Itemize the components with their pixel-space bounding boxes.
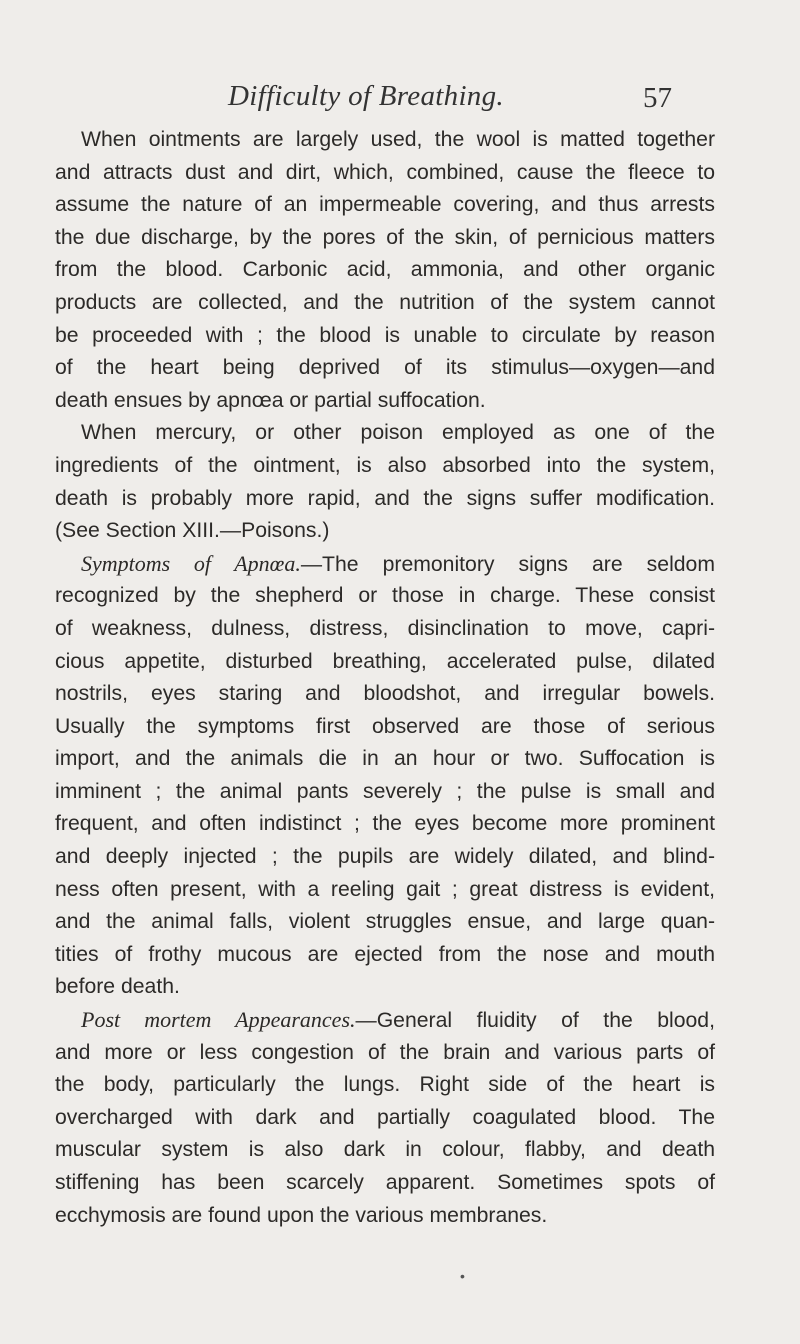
text-line: When ointments are largely used, the wool is matted together xyxy=(81,128,715,151)
text-line xyxy=(55,1004,715,1037)
paragraph-post-mortem xyxy=(55,1004,715,1232)
paragraph-mercury xyxy=(55,417,715,547)
text-line: death is probably more rapid, and the signs suffer modification. xyxy=(55,486,715,510)
section-heading-post-mortem: Post mortem Appearances. xyxy=(81,1007,356,1033)
page-number: 57 xyxy=(643,82,672,114)
running-head xyxy=(0,80,800,120)
text-line: be proceeded with ; the blood is unable to circulate by reason xyxy=(55,323,715,347)
text-line: imminent ; the animal pants severely ; the pulse is small and xyxy=(55,779,715,803)
text-line: nostrils, eyes staring and bloodshot, and irregular bowels. xyxy=(55,682,715,706)
section-heading-symptoms: Symptoms of Apnœa. xyxy=(81,550,301,576)
running-head-title: Difficulty of Breathing. xyxy=(228,80,504,112)
text-line: and deeply injected ; the pupils are widely dilated, and blind- xyxy=(55,845,715,869)
text-line: ingredients of the ointment, is also absorbed into the system, xyxy=(55,453,715,477)
text-line: of the heart being deprived of its stimulus—oxygen—and xyxy=(55,356,715,380)
text-line: (See Section XIII.—Poisons.) xyxy=(55,519,330,543)
text-line: the due discharge, by the pores of the skin, of pernicious matters xyxy=(55,225,715,249)
heading-continuation: —General fluidity of the blood, xyxy=(355,1009,715,1033)
text-line: cious appetite, disturbed breathing, accelerated pulse, dilated xyxy=(55,649,715,673)
heading-continuation: —The premonitory signs are seldom xyxy=(300,552,715,576)
text-line: frequent, and often indistinct ; the eyes become more prominent xyxy=(55,812,715,836)
text-line: assume the nature of an impermeable covering, and thus arrests xyxy=(55,193,715,217)
text-line: stiffening has been scarcely apparent. Sometimes spots of xyxy=(55,1171,715,1194)
paragraph-ointments xyxy=(55,124,715,417)
paragraph-symptoms xyxy=(55,548,715,1004)
text-line: ness often present, with a reeling gait ; great distress is evident, xyxy=(55,877,715,901)
text-line: of weakness, dulness, distress, disinclination to move, capri- xyxy=(55,616,715,640)
text-line: and attracts dust and dirt, which, combined, cause the fleece to xyxy=(55,160,715,184)
text-line: muscular system is also dark in colour, flabby, and death xyxy=(55,1138,715,1162)
footer-mark: • xyxy=(460,1268,465,1284)
text-line: ecchymosis are found upon the various membranes. xyxy=(55,1203,548,1227)
body-text xyxy=(55,124,715,1232)
text-line: the body, particularly the lungs. Right side of the heart is xyxy=(55,1073,715,1097)
text-line: products are collected, and the nutrition of the system cannot xyxy=(55,290,715,314)
text-line: and the animal falls, violent struggles ensue, and large quan- xyxy=(55,910,715,934)
text-line: tities of frothy mucous are ejected from the nose and mouth xyxy=(55,942,715,966)
text-line: death ensues by apnœa or partial suffocation. xyxy=(55,388,486,412)
text-line: overcharged with dark and partially coagulated blood. The xyxy=(55,1105,715,1129)
text-line: import, and the animals die in an hour or two. Suffocation is xyxy=(55,747,715,771)
text-line: Usually the symptoms first observed are those of serious xyxy=(55,714,715,738)
text-line: from the blood. Carbonic acid, ammonia, and other organic xyxy=(55,258,715,282)
text-line: and more or less congestion of the brain and various parts of xyxy=(55,1040,715,1064)
text-line: When mercury, or other poison employed as one of the xyxy=(81,421,715,445)
text-line xyxy=(55,548,715,581)
text-line: recognized by the shepherd or those in charge. These consist xyxy=(55,584,715,608)
text-line: before death. xyxy=(55,975,180,999)
